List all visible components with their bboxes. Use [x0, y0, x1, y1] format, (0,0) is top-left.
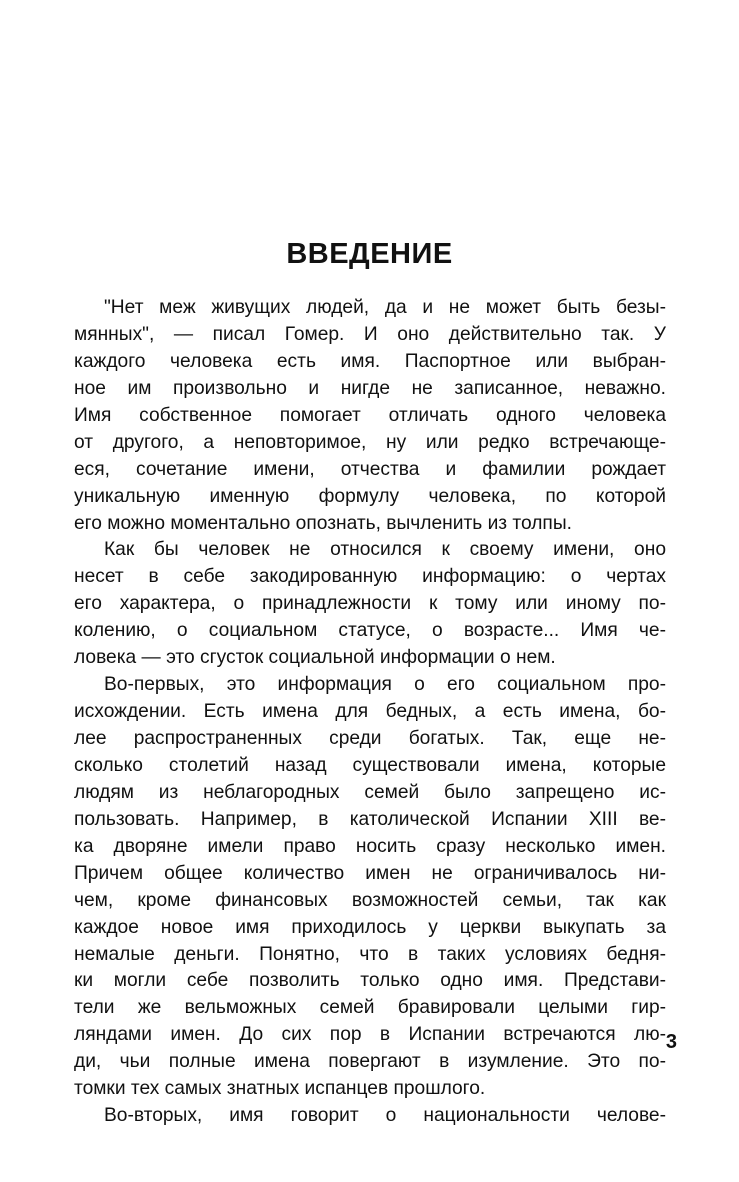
text-line: Имя собственное помогает отличать одного человека — [74, 404, 666, 426]
text-line: сколько столетий назад существовали имена, которые — [74, 754, 666, 776]
chapter-heading: ВВЕДЕНИЕ — [286, 238, 453, 270]
body-text — [74, 295, 666, 1130]
text-line: Во-вторых, имя говорит о национальности челове- — [104, 1105, 666, 1127]
text-line: колению, о социальном статусе, о возрасте... Имя че- — [74, 620, 666, 642]
text-line: немалые деньги. Понятно, что в таких условиях бедня- — [74, 943, 666, 965]
text-line: ное им произвольно и нигде не записанное, неважно. — [74, 377, 666, 399]
text-line: ки могли себе позволить только одно имя. Представи- — [74, 970, 666, 992]
text-line: каждого человека есть имя. Паспортное или выбран- — [74, 350, 666, 372]
text-line: мянных", — писал Гомер. И оно действительно так. У — [74, 323, 666, 345]
text-line: еся, сочетание имени, отчества и фамилии рождает — [74, 458, 666, 480]
text-line: от другого, а неповторимое, ну или редко встречающе- — [74, 431, 666, 453]
text-line: чем, кроме финансовых возможностей семьи, так как — [74, 889, 666, 911]
text-line: его характера, о принадлежности к тому или иному по- — [74, 593, 666, 615]
text-line: ляндами имен. До сих пор в Испании встречаются лю- — [74, 1024, 666, 1046]
text-line: тели же вельможных семей бравировали целыми гир- — [74, 997, 666, 1019]
text-line: людям из неблагородных семей было запрещено ис- — [74, 781, 666, 803]
text-line: ди, чьи полные имена повергают в изумление. Это по- — [74, 1051, 666, 1073]
text-line: ка дворяне имели право носить сразу несколько имен. — [74, 835, 666, 857]
text-line: несет в себе закодированную информацию: о чертах — [74, 566, 666, 588]
text-line: Как бы человек не относился к своему имени, оно — [104, 539, 666, 561]
text-line: его можно моментально опознать, вычленить из толпы. — [74, 512, 572, 534]
text-line: исхождении. Есть имена для бедных, а есть имена, бо- — [74, 701, 666, 723]
text-line: ловека — это сгусток социальной информации о нем. — [74, 647, 556, 669]
page-number: 3 — [665, 1031, 677, 1053]
text-line: Во-первых, это информация о его социальном про- — [104, 674, 666, 696]
text-line: томки тех самых знатных испанцев прошлого. — [74, 1078, 486, 1100]
text-line: Причем общее количество имен не ограничивалось ни- — [74, 862, 666, 884]
text-line: пользовать. Например, в католической Испании XIII ве- — [74, 808, 666, 830]
text-line: лее распространенных среди богатых. Так, еще не- — [74, 728, 666, 749]
text-line: уникальную именную формулу человека, по которой — [74, 485, 666, 507]
text-line: "Нет меж живущих людей, да и не может быть безы- — [104, 297, 666, 318]
text-line: каждое новое имя приходилось у церкви выкупать за — [74, 916, 666, 938]
